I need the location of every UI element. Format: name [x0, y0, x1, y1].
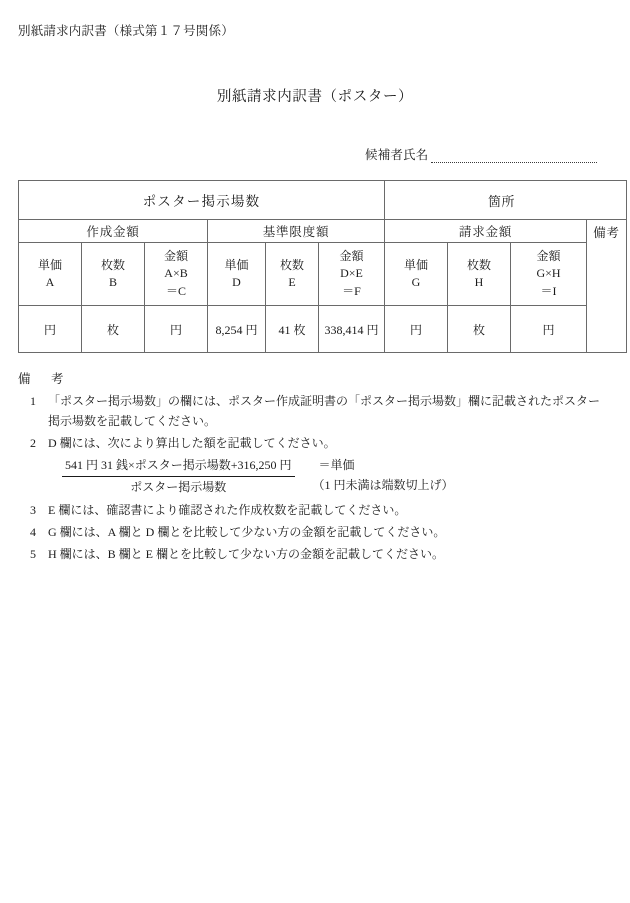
- candidate-name-label: 候補者氏名: [365, 148, 429, 162]
- note-item-4-number: 4: [30, 525, 36, 539]
- value-unit-price-a[interactable]: 円: [19, 306, 82, 353]
- column-header-sheets-h-line2: H: [474, 275, 484, 289]
- note-item-5-text: H 欄には、B 欄と E 欄とを比較して少ない方の金額を記載してください。: [48, 547, 445, 562]
- column-header-amount-f-line1: 金額: [339, 248, 364, 263]
- column-header-sheets-e: [266, 243, 319, 306]
- note-item-5-number: 5: [30, 547, 36, 562]
- note-item-2: [18, 434, 614, 497]
- column-header-sheets-b: [82, 243, 145, 306]
- column-header-sheets-b-line1: 枚数: [100, 257, 125, 272]
- group-header-claim-label: 請求金額: [458, 225, 513, 239]
- value-unit-price-d[interactable]: 8,254 円: [208, 306, 266, 353]
- column-header-amount-c: [145, 243, 208, 306]
- column-header-unit-price-a-line2: A: [45, 275, 55, 289]
- poster-site-count-label: ポスター掲示場数: [142, 194, 261, 209]
- note-item-1-number: 1: [30, 394, 36, 409]
- note-item-3: [18, 501, 614, 520]
- value-amount-i[interactable]: 円: [511, 306, 587, 353]
- note-item-5: [18, 545, 614, 564]
- column-header-amount-f: [319, 243, 385, 306]
- group-header-creation-label: 作成金額: [86, 225, 140, 239]
- column-header-amount-i-line2: G×H: [536, 266, 561, 281]
- group-header-standard-limit: [208, 220, 385, 243]
- value-unit-price-g[interactable]: 円: [385, 306, 448, 353]
- column-header-unit-price-d: [208, 243, 266, 306]
- note-item-4: [18, 523, 614, 542]
- value-amount-c[interactable]: 円: [145, 306, 208, 353]
- column-header-unit-price-g: [385, 243, 448, 306]
- value-sheets-e[interactable]: 41 枚: [266, 306, 319, 353]
- column-header-amount-c-line3: ＝C: [165, 283, 186, 298]
- column-header-unit-price-a-line1: 単価: [37, 257, 62, 272]
- column-header-amount-i-line1: 金額: [536, 248, 561, 263]
- notes-heading: 備 考: [18, 372, 68, 386]
- note-item-1-text: 「ポスター掲示場数」の欄には、ポスター作成証明書の「ポスター掲示場数」欄に記載されたポスター: [48, 394, 601, 409]
- formula-annotations: [313, 456, 454, 496]
- formula-denominator: ポスター掲示場数: [130, 480, 227, 495]
- kasho-unit-label: 箇所: [488, 193, 516, 209]
- column-header-unit-price-g-line1: 単価: [404, 257, 429, 272]
- column-header-sheets-h-line1: 枚数: [467, 257, 492, 272]
- column-header-sheets-e-line1: 枚数: [279, 257, 304, 272]
- group-header-remarks-label: 備考: [593, 226, 620, 240]
- note-item-1-continuation: 掲示場数を記載してください。: [48, 413, 217, 428]
- formula-fraction: [62, 456, 295, 498]
- group-header-claim: [385, 220, 587, 243]
- breakdown-table: [18, 180, 627, 353]
- unit-price-formula: [48, 456, 614, 498]
- column-header-unit-price-g-line2: G: [411, 275, 421, 289]
- page-title: 別紙請求内訳書（ポスター）: [216, 89, 414, 105]
- column-header-sheets-h: [448, 243, 511, 306]
- note-item-2-number: 2: [30, 436, 36, 451]
- column-header-sheets-b-line2: B: [108, 275, 117, 289]
- column-header-unit-price-a: [19, 243, 82, 306]
- form-code-label: 別紙請求内訳書（様式第１７号関係）: [18, 24, 234, 38]
- column-header-unit-price-d-line2: D: [232, 275, 241, 289]
- formula-rounding-note: （1 円未満は端数切上げ）: [312, 478, 454, 493]
- candidate-name-input[interactable]: [431, 149, 597, 163]
- column-header-unit-price-d-line1: 単価: [224, 257, 249, 272]
- notes-section: [18, 370, 614, 565]
- table-row-section: [19, 181, 627, 220]
- poster-site-count-header: [19, 181, 385, 220]
- column-header-amount-f-line2: D×E: [340, 266, 363, 281]
- formula-equals-label: ＝単価: [318, 457, 355, 472]
- group-header-standard-limit-label: 基準限度額: [262, 225, 330, 239]
- poster-site-count-value-cell[interactable]: [385, 181, 627, 220]
- column-header-amount-c-line2: A×B: [164, 266, 188, 281]
- column-header-sheets-e-line2: E: [288, 275, 296, 289]
- note-item-4-text: G 欄には、A 欄と D 欄とを比較して少ない方の金額を記載してください。: [48, 525, 446, 539]
- column-header-amount-i: [511, 243, 587, 306]
- table-row-column-headers: [19, 243, 627, 306]
- value-sheets-b[interactable]: 枚: [82, 306, 145, 353]
- formula-numerator: 541 円 31 銭×ポスター掲示場数+316,250 円: [62, 456, 295, 477]
- column-header-amount-i-line3: ＝I: [540, 283, 557, 298]
- table-row-values: [19, 306, 627, 353]
- column-header-amount-c-line1: 金額: [163, 248, 188, 263]
- candidate-name-row: [365, 145, 597, 163]
- table-row-groups: [19, 220, 627, 243]
- value-sheets-h[interactable]: 枚: [448, 306, 511, 353]
- group-header-creation: [19, 220, 208, 243]
- column-header-amount-f-line3: ＝F: [342, 283, 361, 298]
- note-item-3-number: 3: [30, 502, 36, 517]
- group-header-remarks[interactable]: [587, 220, 627, 353]
- note-item-3-text: E 欄には、確認書により確認された作成枚数を記載してください。: [48, 502, 407, 517]
- note-item-2-text: D 欄には、次により算出した額を記載してください。: [48, 436, 336, 451]
- note-item-1: [18, 392, 614, 431]
- value-amount-f[interactable]: 338,414 円: [319, 306, 385, 353]
